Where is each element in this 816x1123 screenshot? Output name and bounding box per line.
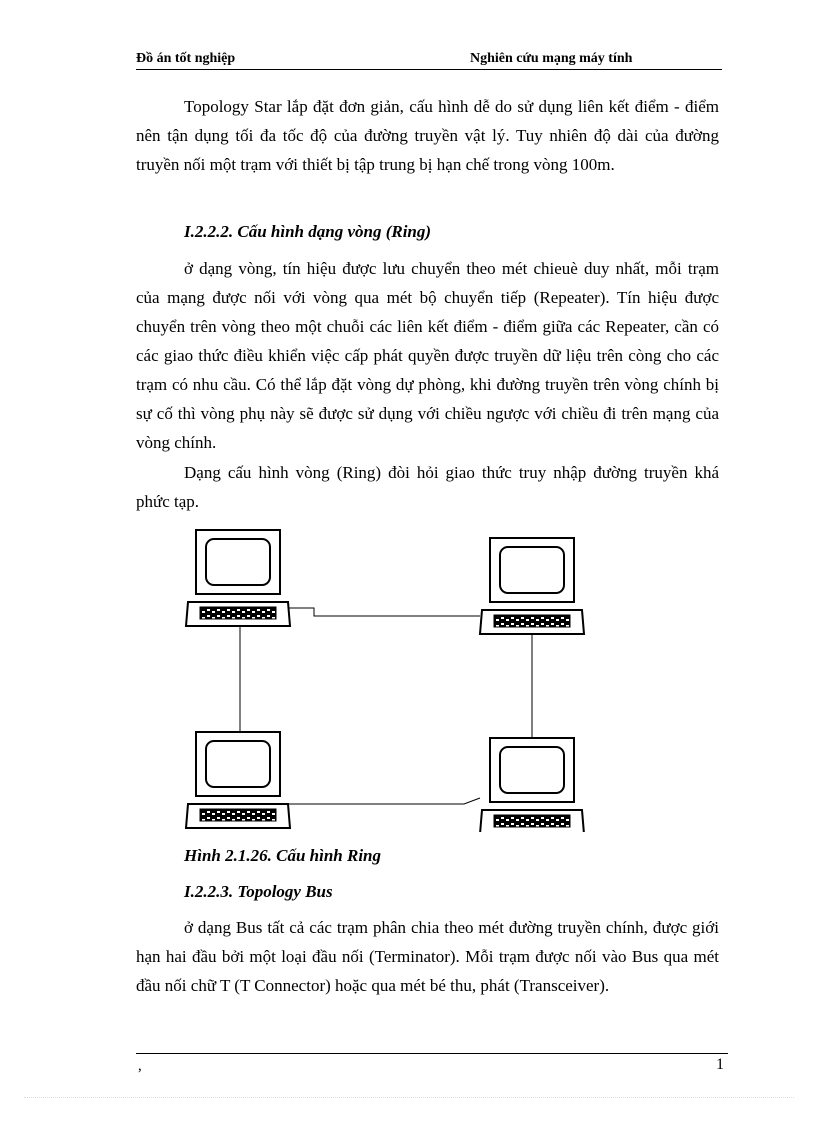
ring-topology-diagram xyxy=(184,522,604,832)
footer-divider xyxy=(136,1053,728,1054)
heading-ring: I.2.2.2. Cấu hình dạng vòng (Ring) xyxy=(184,222,432,241)
computer-top-left-icon xyxy=(186,530,290,626)
computer-bottom-left-icon xyxy=(186,732,290,828)
page-bottom-dotted-line xyxy=(24,1097,794,1098)
header-right-title: Nghiên cứu mạng máy tính xyxy=(470,51,633,66)
ring-connections xyxy=(240,608,532,804)
header-left-title: Đồ án tốt nghiệp xyxy=(136,51,236,66)
page-header xyxy=(136,51,722,70)
footer-comma: , xyxy=(138,1058,142,1074)
computer-top-right-icon xyxy=(480,538,584,634)
page-number: 1 xyxy=(716,1056,724,1073)
paragraph-bus-description: ở dạng Bus tất cả các trạm phân chia theo mét đường truyền chính, được giới hạn hai đầu bởi một loại đầu nối (Terminator). Mỗi trạm được nối vào Bus qua mét đầu nối chữ T (T Connector) hoặc qua mét bé thu, phát (Transceiver). xyxy=(136,918,719,995)
heading-bus: I.2.2.3. Topology Bus xyxy=(184,882,333,901)
paragraph-star-intro: Topology Star lắp đặt đơn giản, cấu hình dễ do sử dụng liên kết điểm - điểm nên tận dụng tối đa tốc độ của đường truyền vật lý. Tuy nhiên độ dài của đường truyền nối một trạm với thiết bị tập trung bị hạn chế trong vòng 100m. xyxy=(136,97,719,174)
paragraph-ring-protocol: Dạng cấu hình vòng (Ring) đòi hỏi giao thức truy nhập đường truyền khá phức tạp. xyxy=(136,463,719,511)
figure-caption: Hình 2.1.26. Cấu hình Ring xyxy=(184,846,382,865)
computer-bottom-right-icon xyxy=(480,738,584,832)
paragraph-ring-description: ở dạng vòng, tín hiệu được lưu chuyển theo mét chieuè duy nhất, mỗi trạm của mạng được nối với vòng qua mét bộ chuyển tiếp (Repeater). Tín hiệu được chuyển trên vòng theo một chuỗi các liên kết điểm - điểm giữa các Repeater, cần có các giao thức điều khiển việc cấp phát quyền được truyền dữ liệu trên còng cho các trạm có nhu cầu. Có thể lắp đặt vòng dự phòng, khi đường truyền trên vòng chính bị sự cố thì vòng phụ này sẽ được sử dụng với chiều ngược với chiều đi trên mạng của vòng chính. xyxy=(136,259,719,452)
